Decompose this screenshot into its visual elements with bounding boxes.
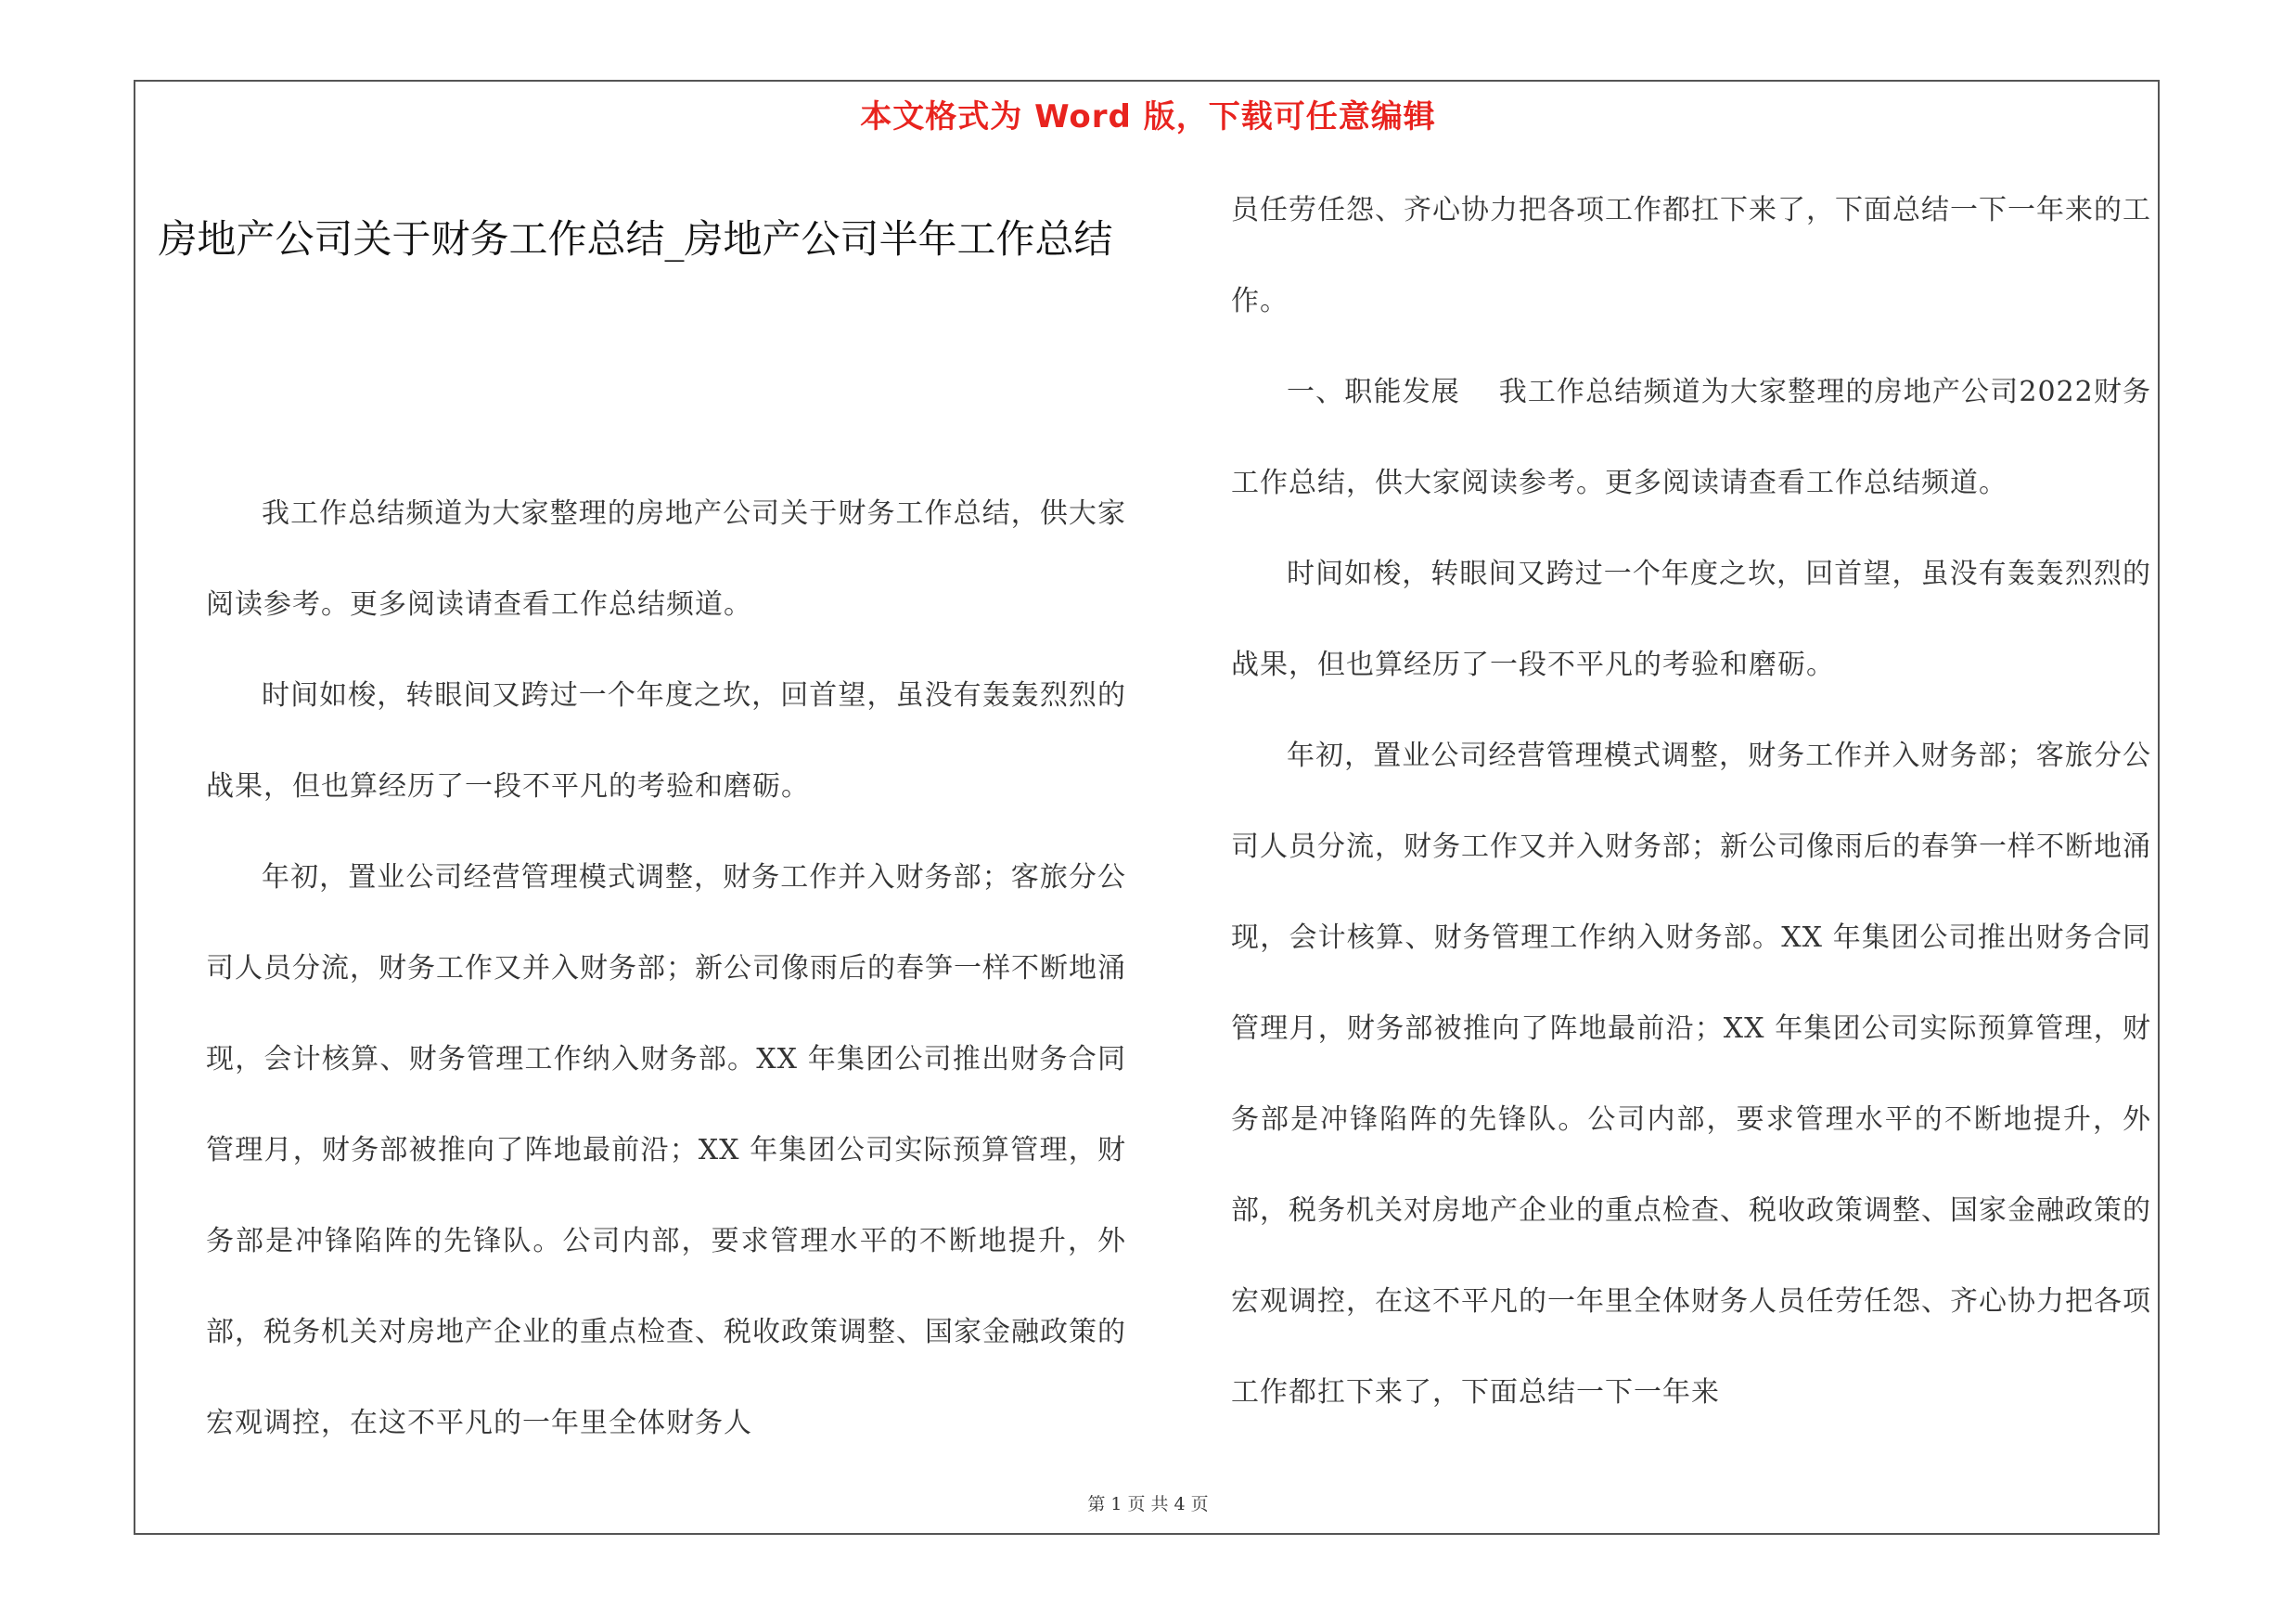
format-banner: 本文格式为 Word 版，下载可任意编辑: [860, 98, 1436, 135]
page-number-footer: 第 1 页 共 4 页: [1087, 1494, 1209, 1514]
paragraph: 我工作总结频道为大家整理的房地产公司关于财务工作总结，供大家阅读参考。更多阅读请查看工作总结频道。: [206, 497, 1126, 621]
paragraph: 时间如梭，转眼间又跨过一个年度之坎，回首望，虽没有轰轰烈烈的战果，但也算经历了一段不平凡的考验和磨砺。: [206, 679, 1126, 803]
paragraph-continuation: 员任劳任怨、齐心协力把各项工作都扛下来了，下面总结一下一年来的工作。: [1231, 194, 2151, 317]
left-column: [206, 469, 1126, 1469]
right-column: [1231, 165, 2151, 1438]
document-title: 房地产公司关于财务工作总结_房地产公司半年工作总结: [158, 216, 1113, 262]
paragraph: 年初，置业公司经营管理模式调整，财务工作并入财务部；客旅分公司人员分流，财务工作又并入财务部；新公司像雨后的春笋一样不断地涌现，会计核算、财务管理工作纳入财务部。XX 年集团公司推出财务合同管理月，财务部被推向了阵地最前沿；XX 年集团公司实际预算管理，财务部是冲锋陷阵的先锋队。公司内部，要求管理水平的不断地提升，外部，税务机关对房地产企业的重点检查、税收政策调整、国家金融政策的宏观调控，在这不平凡的一年里全体财务人: [206, 861, 1126, 1439]
paragraph: 年初，置业公司经营管理模式调整，财务工作并入财务部；客旅分公司人员分流，财务工作又并入财务部；新公司像雨后的春笋一样不断地涌现，会计核算、财务管理工作纳入财务部。XX 年集团公司推出财务合同管理月，财务部被推向了阵地最前沿；XX 年集团公司实际预算管理，财务部是冲锋陷阵的先锋队。公司内部，要求管理水平的不断地提升，外部，税务机关对房地产企业的重点检查、税收政策调整、国家金融政策的宏观调控，在这不平凡的一年里全体财务人员任劳任怨、齐心协力把各项工作都扛下来了，下面总结一下一年来: [1231, 740, 2151, 1409]
paragraph: 一、职能发展 我工作总结频道为大家整理的房地产公司2022财务工作总结，供大家阅读参考。更多阅读请查看工作总结频道。: [1231, 376, 2151, 499]
paragraph: 时间如梭，转眼间又跨过一个年度之坎，回首望，虽没有轰轰烈烈的战果，但也算经历了一段不平凡的考验和磨砺。: [1231, 558, 2151, 681]
